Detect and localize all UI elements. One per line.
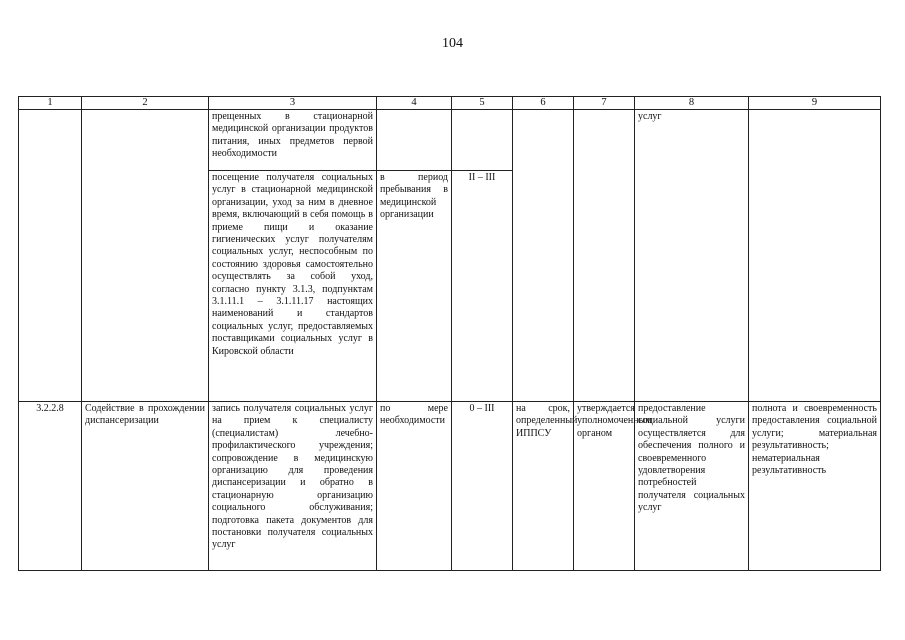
cell-term	[513, 110, 574, 402]
column-header: 6	[513, 97, 574, 110]
column-header: 8	[635, 97, 749, 110]
header-row	[19, 97, 881, 110]
cell-conditions: услуг	[635, 110, 749, 402]
cell-norms: утверждается уполномоченным органом	[574, 402, 635, 571]
table-row	[19, 402, 881, 571]
column-header: 3	[209, 97, 377, 110]
cell-frequency	[377, 110, 452, 171]
cell-quality	[749, 110, 881, 402]
table-row	[19, 110, 881, 171]
cell-frequency: по мере необходимости	[377, 402, 452, 571]
services-table	[18, 96, 881, 571]
column-header: 2	[82, 97, 209, 110]
column-header: 5	[452, 97, 513, 110]
column-header: 4	[377, 97, 452, 110]
cell-frequency: в период пребывания в медицинской организации	[377, 171, 452, 402]
column-header: 1	[19, 97, 82, 110]
cell-service-name	[82, 110, 209, 402]
cell-service-description: посещение получателя социальных услуг в стационарной медицинской организации, уход за ним в дневное время, включающий в себя помощь в приеме пищи и оказание гигиенических услуг получателям социальных услуг, неспособным по состоянию здоровья самостоятельно осуществлять за собой уход, согласно пункту 3.1.3, подпунктам 3.1.11.1 – 3.1.11.17 настоящих наименований и стандартов социальных услуг, предоставляемых поставщиками социальных услуг в Кировской области	[209, 171, 377, 402]
cell-norms	[574, 110, 635, 402]
cell-category: 0 – III	[452, 402, 513, 571]
cell-service-description: прещенных в стационарной медицинской организации продуктов питания, иных предметов первой необходимости	[209, 110, 377, 171]
cell-service-description: запись получателя социальных услуг на прием к специалисту (специалистам) лечебно-профилактического учреждения; сопровождение в медицинскую организацию для проведения диспансеризации и обратно в стационарную организацию социального обслуживания; подготовка пакета документов для постановки получателя социальных услуг	[209, 402, 377, 571]
cell-category	[452, 110, 513, 171]
cell-number	[19, 110, 82, 402]
column-header: 7	[574, 97, 635, 110]
cell-conditions: предоставление социальной услуги осуществляется для обеспечения полного и своевременного удовлетворения потребностей получателя социальных услуг	[635, 402, 749, 571]
cell-term: на срок, определенный ИППСУ	[513, 402, 574, 571]
page-number: 104	[442, 36, 463, 51]
column-header: 9	[749, 97, 881, 110]
cell-service-name: Содействие в прохождении диспансеризации	[82, 402, 209, 571]
cell-category: II – III	[452, 171, 513, 402]
cell-number: 3.2.2.8	[19, 402, 82, 571]
cell-quality: полнота и своевременность предоставления социальной услуги; материальная результативность; нематериальная результативность	[749, 402, 881, 571]
